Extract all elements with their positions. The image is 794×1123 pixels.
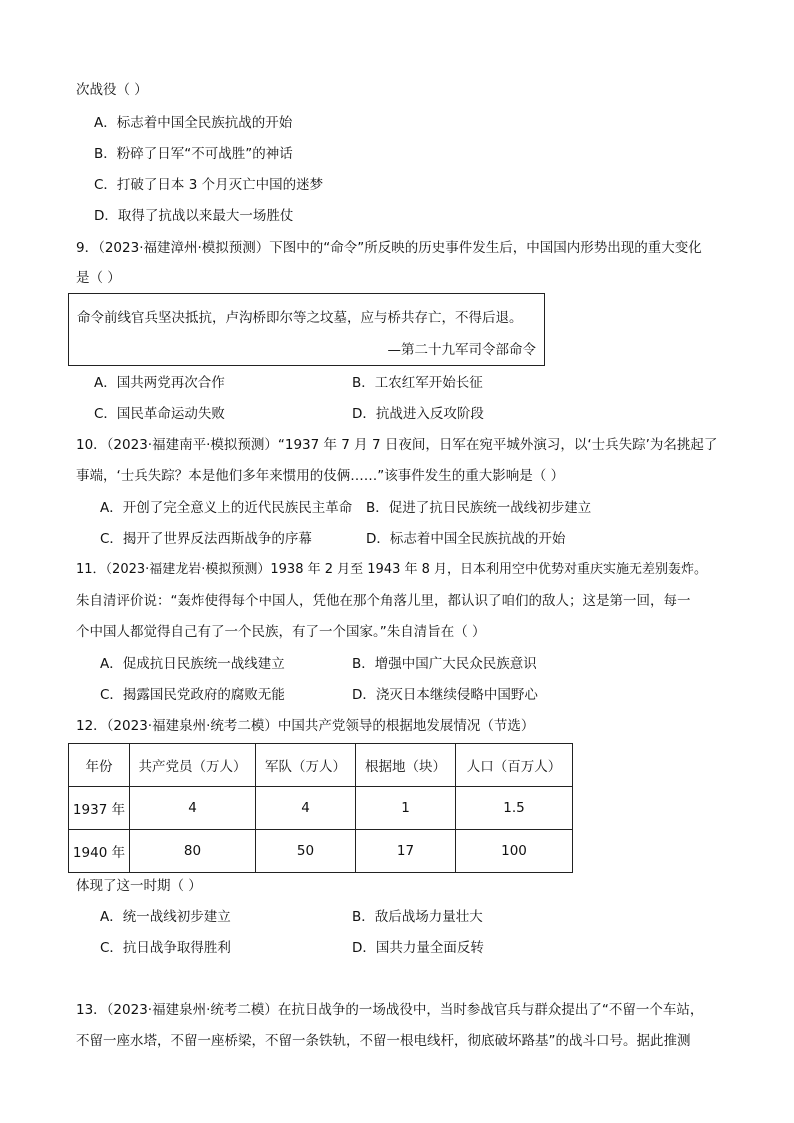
q12-option-d: D．国共力量全面反转: [352, 940, 484, 956]
table-cell: 100: [456, 830, 573, 873]
q8-option-c: C．打破了日本 3 个月灭亡中国的迷梦: [94, 177, 324, 193]
q9-quote-box: [68, 293, 545, 366]
q8-option-d: D．取得了抗战以来最大一场胜仗: [94, 208, 294, 224]
table-header-cell: 人口（百万人）: [456, 744, 573, 787]
q12-stem-line2: 体现了这一时期（ ）: [76, 878, 202, 894]
q12-option-a: A．统一战线初步建立: [100, 909, 231, 925]
table-cell: 17: [356, 830, 456, 873]
q8-option-a: A．标志着中国全民族抗战的开始: [94, 115, 293, 131]
table-header-cell: 共产党员（万人）: [130, 744, 256, 787]
q13-stem-line2: 不留一座水塔，不留一座桥梁，不留一条铁轨，不留一根电线杆，彻底破坏路基”的战斗口号。据此推测: [76, 1033, 691, 1049]
q10-option-b: B．促进了抗日民族统一战线初步建立: [366, 500, 592, 516]
table-cell: 1937 年: [69, 787, 130, 830]
q10-option-c: C．揭开了世界反法西斯战争的序幕: [100, 531, 312, 547]
q8-option-b: B．粉碎了日军“不可战胜”的神话: [94, 146, 293, 162]
q9-option-b: B．工农红军开始长征: [352, 375, 483, 391]
q12-option-c: C．抗日战争取得胜利: [100, 940, 231, 956]
q11-stem-line2: 朱自清评价说：“轰炸使得每个中国人，凭他在那个角落儿里，都认识了咱们的敌人；这是第一回，每一: [76, 593, 691, 609]
q11-option-a: A．促成抗日民族统一战线建立: [100, 656, 285, 672]
q9-stem-line2: 是（ ）: [76, 270, 121, 286]
q11-option-d: D．浇灭日本继续侵略中国野心: [352, 687, 538, 703]
q9-option-c: C．国民革命运动失败: [94, 406, 225, 422]
table-header-cell: 根据地（块）: [356, 744, 456, 787]
table-row: [69, 787, 573, 830]
table-cell: 1: [356, 787, 456, 830]
q11-stem-line3: 个中国人都觉得自己有了一个民族，有了一个国家。”朱自清旨在（ ）: [76, 624, 486, 640]
table-row: [69, 830, 573, 873]
table-cell: 4: [256, 787, 356, 830]
table-cell: 1940 年: [69, 830, 130, 873]
table-cell: 4: [130, 787, 256, 830]
q8-tail: 次战役（ ）: [76, 82, 148, 98]
q10-stem-line2: 事端，‘士兵失踪？本是他们多年来惯用的伎俩……”该事件发生的重大影响是（ ）: [76, 468, 565, 484]
q12-option-b: B．敌后战场力量壮大: [352, 909, 483, 925]
q12-stem-line1: 12．（2023·福建泉州·统考二模）中国共产党领导的根据地发展情况（节选）: [76, 718, 535, 734]
q9-stem-line1: 9．（2023·福建漳州·模拟预测）下图中的“命令”所反映的历史事件发生后，中国国内形势出现的重大变化: [76, 240, 702, 256]
table-header-cell: 军队（万人）: [256, 744, 356, 787]
q13-stem-line1: 13．（2023·福建泉州·统考二模）在抗日战争的一场战役中，当时参战官兵与群众提出了“不留一个车站，: [76, 1002, 704, 1018]
table-cell: 1.5: [456, 787, 573, 830]
q10-stem-line1: 10．（2023·福建南平·模拟预测）“1937 年 7 月 7 日夜间，日军在宛平城外演习，以‘士兵失踪’为名挑起了: [76, 437, 718, 453]
q10-option-d: D．标志着中国全民族抗战的开始: [366, 531, 566, 547]
q9-quote-source: —第二十九军司令部命令: [387, 342, 536, 358]
q11-stem-line1: 11．（2023·福建龙岩·模拟预测）1938 年 2 月至 1943 年 8 月，日本利用空中优势对重庆实施无差别轰炸。: [76, 562, 708, 577]
q10-option-a: A．开创了完全意义上的近代民族民主革命: [100, 500, 353, 516]
table-cell: 50: [256, 830, 356, 873]
q11-option-c: C．揭露国民党政府的腐败无能: [100, 687, 285, 703]
q9-option-d: D．抗战进入反攻阶段: [352, 406, 484, 422]
q12-data-table: [68, 743, 573, 873]
table-header-cell: 年份: [69, 744, 130, 787]
q9-option-a: A．国共两党再次合作: [94, 375, 225, 391]
q11-option-b: B．增强中国广大民众民族意识: [352, 656, 537, 672]
table-cell: 80: [130, 830, 256, 873]
table-header-row: [69, 744, 573, 787]
q9-quote-text: 命令前线官兵坚决抵抗，卢沟桥即尔等之坟墓，应与桥共存亡，不得后退。: [77, 310, 523, 326]
